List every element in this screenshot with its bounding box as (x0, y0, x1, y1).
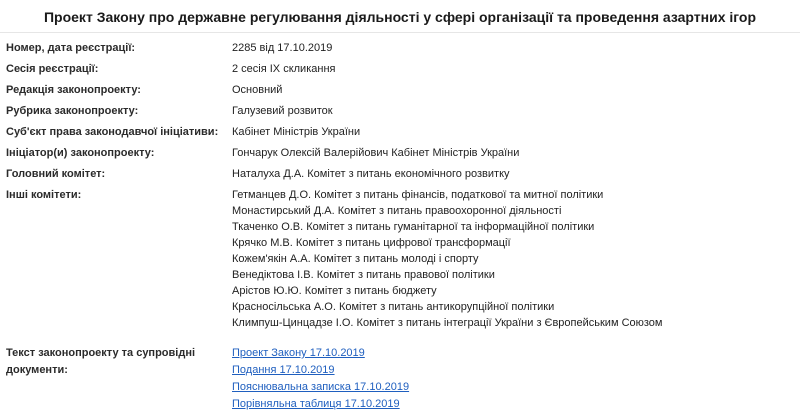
documents-label-line: Текст законопроекту та супровідні (6, 347, 196, 359)
document-link-bill-text[interactable]: Проект Закону 17.10.2019 (232, 347, 365, 359)
field-label-main-committee: Головний комітет: (6, 168, 106, 180)
committee-item: Крячко М.В. Комітет з питань цифрової трансформації (232, 237, 511, 249)
field-label-number: Номер, дата реєстрації: (6, 42, 136, 54)
field-row-other-committees (0, 185, 800, 331)
field-row-number (0, 38, 800, 59)
field-value-subject: Кабінет Міністрів України (232, 126, 361, 138)
committee-item: Климпуш-Цинцадзе І.О. Комітет з питань інтеграції України з Європейським Союзом (232, 317, 663, 329)
committee-item: Красносільська А.О. Комітет з питань антикорупційної політики (232, 301, 555, 313)
committee-item: Монастирський Д.А. Комітет з питань правоохоронної діяльності (232, 205, 562, 217)
field-value-edition: Основний (232, 84, 283, 96)
field-row-initiator (0, 143, 800, 164)
document-links (232, 345, 409, 413)
committee-item: Ткаченко О.В. Комітет з питань гуманітарної та інформаційної політики (232, 221, 595, 233)
committee-item: Гетманцев Д.О. Комітет з питань фінансів, податкової та митної політики (232, 189, 604, 201)
field-row-main-committee (0, 164, 800, 185)
field-label-subject: Суб'єкт права законодавчої ініціативи: (6, 126, 219, 138)
field-label-session: Сесія реєстрації: (6, 63, 99, 75)
field-row-documents (0, 345, 800, 413)
document-link-submission[interactable]: Подання 17.10.2019 (232, 364, 335, 376)
document-link-comparison-table[interactable]: Порівняльна таблиця 17.10.2019 (232, 398, 400, 410)
title-divider (0, 32, 800, 33)
committee-item: Арістов Ю.Ю. Комітет з питань бюджету (232, 285, 437, 297)
field-label-edition: Редакція законопроекту: (6, 84, 141, 96)
field-label-initiator: Ініціатор(и) законопроекту: (6, 147, 155, 159)
page-title: Проект Закону про державне регулювання діяльності у сфері організації та проведення азартних ігор (43, 9, 757, 25)
field-row-subject (0, 122, 800, 143)
field-row-session (0, 59, 800, 80)
document-link-explanatory-note[interactable]: Пояснювальна записка 17.10.2019 (232, 381, 410, 393)
field-value-initiator: Гончарук Олексій Валерійович Кабінет Міністрів України (232, 147, 520, 159)
field-row-rubric (0, 101, 800, 122)
field-value-main-committee: Наталуха Д.А. Комітет з питань економічного розвитку (232, 168, 510, 180)
field-label-documents (0, 345, 232, 379)
field-value-session: 2 сесія IX скликання (232, 63, 336, 75)
field-value-number: 2285 від 17.10.2019 (232, 42, 333, 54)
field-label-rubric: Рубрика законопроекту: (6, 105, 139, 117)
field-label-other-committees: Інші комітети: (6, 189, 82, 201)
field-row-edition (0, 80, 800, 101)
field-value-rubric: Галузевий розвиток (232, 105, 333, 117)
documents-label-line: документи: (6, 364, 68, 376)
bill-details (0, 38, 800, 413)
committee-list (232, 185, 662, 331)
committee-item: Кожем'якін А.А. Комітет з питань молоді і спорту (232, 253, 479, 265)
committee-item: Венедіктова І.В. Комітет з питань правової політики (232, 269, 495, 281)
